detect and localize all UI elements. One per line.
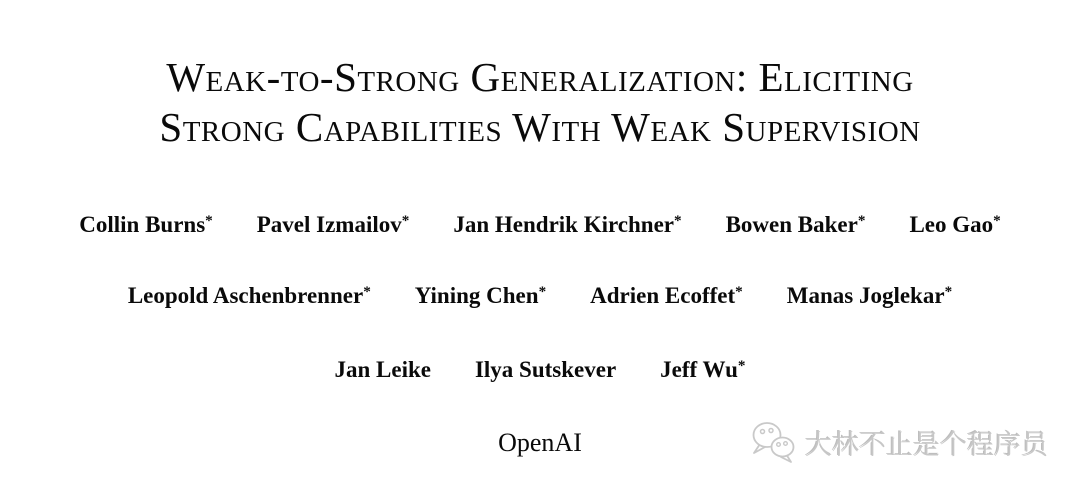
author-footnote-mark: * [674,212,682,230]
author [787,283,952,309]
author-name: Leo Gao [909,212,994,237]
author [257,212,410,238]
author [475,357,616,383]
author-footnote-mark: * [363,283,371,301]
author [590,283,743,309]
author-footnote-mark: * [993,212,1001,230]
watermark [750,420,1048,464]
author [79,212,213,238]
author-footnote-mark: * [401,212,410,230]
author-row-1 [0,212,1080,238]
author-row-3 [0,357,1080,383]
author-name: Leopold Aschenbrenner [127,283,364,308]
title-line-2: Strong Capabilities With Weak Supervision [159,104,921,150]
author [909,212,1000,238]
author-name: Jan Hendrik Kirchner [453,212,674,237]
author-name: Collin Burns [79,212,206,237]
author [726,212,866,238]
author-name: Manas Joglekar [786,283,945,308]
author-footnote-mark: * [538,283,547,301]
author-name: Bowen Baker [725,212,858,237]
author-footnote-mark: * [737,357,746,375]
author [128,283,371,309]
author-name: Jeff Wu [660,357,738,382]
author-name: Yining Chen [414,283,539,308]
author [415,283,546,309]
author-footnote-mark: * [944,283,953,301]
author-name: Jan Leike [334,357,431,382]
author-name: Ilya Sutskever [474,357,617,382]
wechat-icon [750,420,798,464]
affiliation-openai: OpenAI [498,428,582,457]
author [660,357,745,383]
author-footnote-mark: * [735,283,743,301]
paper-title [0,52,1080,152]
author-name: Adrien Ecoffet [590,283,736,308]
author [453,212,681,238]
author-footnote-mark: * [857,212,866,230]
watermark-text: 大林不止是个程序员 [805,429,1048,461]
title-line-1: Weak-to-Strong Generalization: Eliciting [166,54,914,100]
author [334,357,430,383]
author-footnote-mark: * [205,212,213,230]
author-row-2 [0,283,1080,309]
author-name: Pavel Izmailov [256,212,402,237]
